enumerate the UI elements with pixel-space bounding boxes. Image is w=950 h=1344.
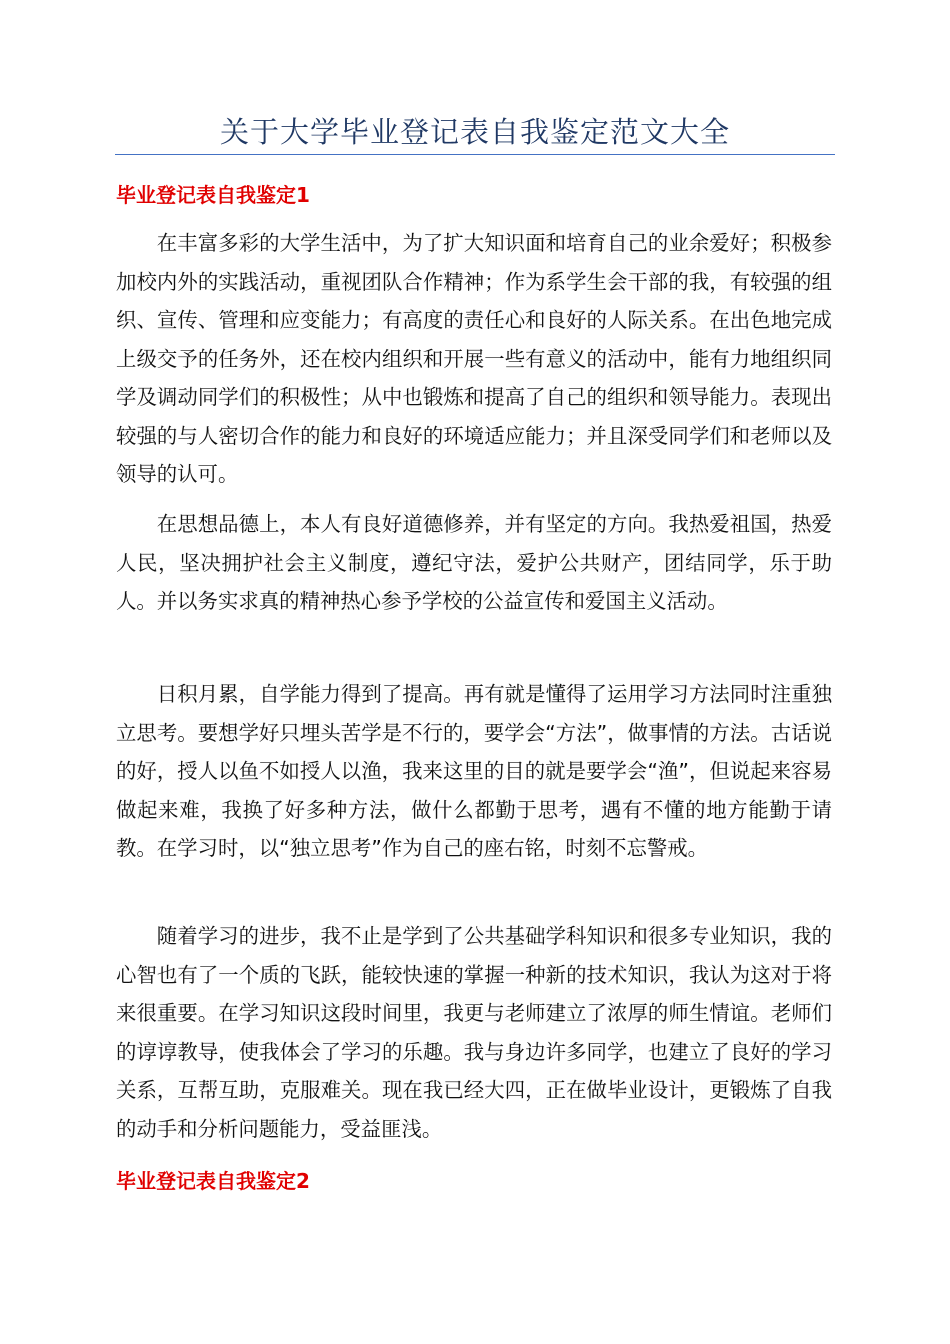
section-heading-2: 毕业登记表自我鉴定2 [116, 1169, 310, 1193]
paragraph-2: 在思想品德上，本人有良好道德修养，并有坚定的方向。我热爱祖国，热爱人民，坚决拥护社会主义制度，遵纪守法，爱护公共财产，团结同学，乐于助人。并以务实求真的精神热心参予学校的公益宣传和爱国主义活动。 [116, 512, 832, 613]
paragraph-4: 随着学习的进步，我不止是学到了公共基础学科知识和很多专业知识，我的心智也有了一个质的飞跃，能较快速的掌握一种新的技术知识，我认为这对于将来很重要。在学习知识这段时间里，我更与老师建立了浓厚的师生情谊。老师们的谆谆教导，使我体会了学习的乐趣。我与身边许多同学，也建立了良好的学习关系，互帮互助，克服难关。现在我已经大四，正在做毕业设计，更锻炼了自我的动手和分析问题能力，受益匪浅。 [116, 924, 832, 1141]
section-heading-1: 毕业登记表自我鉴定1 [116, 183, 310, 207]
paragraph-3: 日积月累，自学能力得到了提高。再有就是懂得了运用学习方法同时注重独立思考。要想学好只埋头苦学是不行的，要学会“方法”，做事情的方法。古话说的好，授人以鱼不如授人以渔，我来这里的目的就是要学会“渔”，但说起来容易做起来难，我换了好多种方法，做什么都勤于思考，遇有不懂的地方能勤于请教。在学习时，以“独立思考”作为自己的座右铭，时刻不忘警戒。 [116, 682, 832, 860]
title-underline [115, 154, 835, 155]
document-title: 关于大学毕业登记表自我鉴定范文大全 [219, 115, 730, 149]
paragraph-1: 在丰富多彩的大学生活中，为了扩大知识面和培育自己的业余爱好；积极参加校内外的实践活动，重视团队合作精神；作为系学生会干部的我，有较强的组织、宣传、管理和应变能力；有高度的责任心和良好的人际关系。在出色地完成上级交予的任务外，还在校内组织和开展一些有意义的活动中，能有力地组织同学及调动同学们的积极性；从中也锻炼和提高了自己的组织和领导能力。表现出较强的与人密切合作的能力和良好的环境适应能力；并且深受同学们和老师以及领导的认可。 [116, 231, 832, 486]
